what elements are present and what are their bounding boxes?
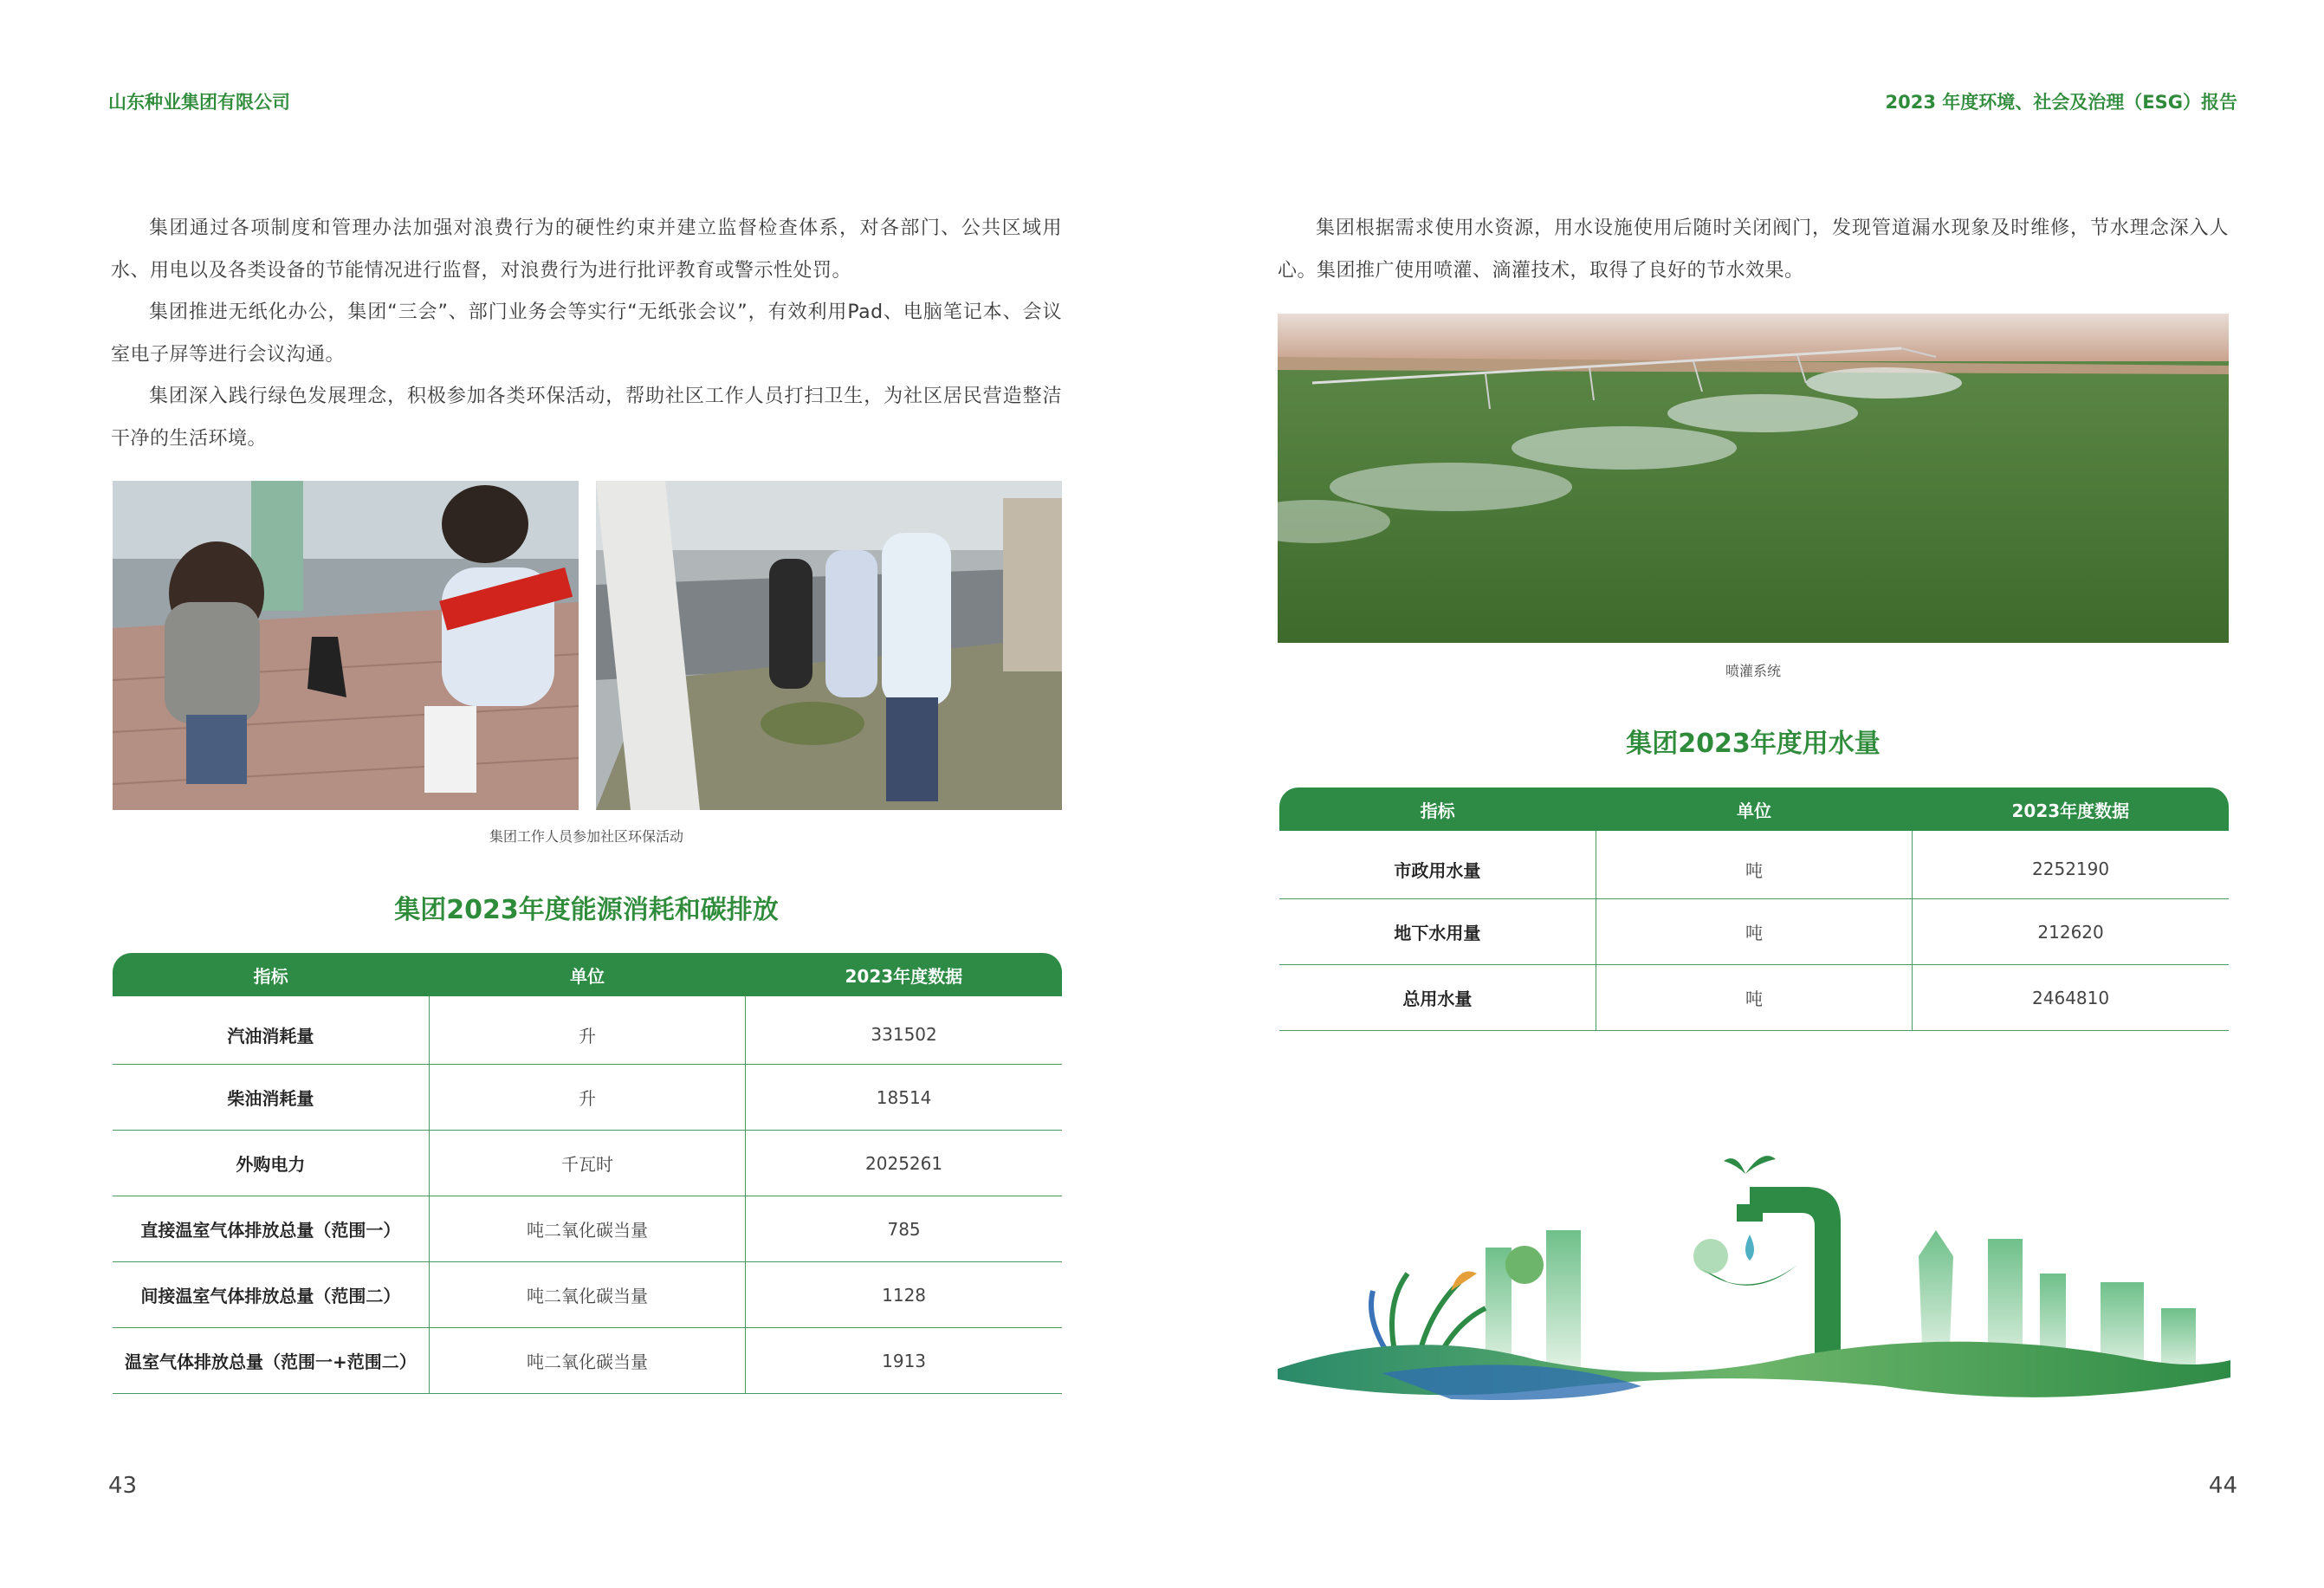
page-number-right: 44 xyxy=(2208,1473,2237,1499)
row-value: 212620 xyxy=(1913,899,2229,965)
energy-table-title: 集团2023年度能源消耗和碳排放 xyxy=(394,895,779,925)
paragraph: 集团通过各项制度和管理办法加强对浪费行为的硬性约束并建立监督检查体系，对各部门、公共区域用水、用电以及各类设备的节能情况进行监督，对浪费行为进行批评教育或警示性处罚。 xyxy=(111,217,1062,282)
row-label: 市政用水量 xyxy=(1279,831,1596,899)
green-city-illustration xyxy=(1278,1152,2230,1403)
column-header: 2023年度数据 xyxy=(746,953,1062,996)
table-row xyxy=(1279,899,2229,965)
row-label: 间接温室气体排放总量（范围二） xyxy=(113,1262,429,1328)
left-body-text xyxy=(111,208,1062,460)
row-label: 地下水用量 xyxy=(1279,899,1596,965)
table-header-row xyxy=(113,953,1062,996)
irrigation-photo xyxy=(1278,314,2229,643)
page-number-left: 43 xyxy=(108,1473,138,1499)
row-value: 18514 xyxy=(746,1065,1062,1131)
row-label: 汽油消耗量 xyxy=(113,996,429,1065)
row-unit: 吨 xyxy=(1596,965,1912,1031)
company-name: 山东种业集团有限公司 xyxy=(108,92,290,113)
row-value: 331502 xyxy=(746,996,1062,1065)
water-table-title: 集团2023年度用水量 xyxy=(1626,729,1881,759)
row-value: 2252190 xyxy=(1913,831,2229,899)
cleanup-photo-caption: 集团工作人员参加社区环保活动 xyxy=(489,828,683,845)
table-header-row xyxy=(1279,788,2229,831)
row-value: 1128 xyxy=(746,1262,1062,1328)
report-title: 2023 年度环境、社会及治理（ESG）报告 xyxy=(1885,92,2237,113)
row-value: 2025261 xyxy=(746,1131,1062,1196)
energy-table xyxy=(113,953,1062,1394)
row-label: 总用水量 xyxy=(1279,965,1596,1031)
table-row xyxy=(1279,965,2229,1031)
cleanup-photo-1 xyxy=(113,481,579,810)
column-header: 单位 xyxy=(1596,788,1912,831)
paragraph: 集团深入践行绿色发展理念，积极参加各类环保活动，帮助社区工作人员打扫卫生，为社区居民营造整洁干净的生活环境。 xyxy=(111,386,1062,450)
row-value: 785 xyxy=(746,1196,1062,1262)
right-body-text xyxy=(1278,208,2229,292)
row-unit: 千瓦时 xyxy=(429,1131,745,1196)
water-table xyxy=(1279,788,2229,1031)
row-label: 柴油消耗量 xyxy=(113,1065,429,1131)
row-value: 1913 xyxy=(746,1328,1062,1394)
table-row xyxy=(113,1328,1062,1394)
row-value: 2464810 xyxy=(1913,965,2229,1031)
row-unit: 升 xyxy=(429,1065,745,1131)
column-header: 单位 xyxy=(429,953,745,996)
column-header: 指标 xyxy=(113,953,429,996)
paragraph: 集团根据需求使用水资源，用水设施使用后随时关闭阀门，发现管道漏水现象及时维修，节水理念深入人心。集团推广使用喷灌、滴灌技术，取得了良好的节水效果。 xyxy=(1278,217,2229,282)
row-unit: 吨 xyxy=(1596,831,1912,899)
column-header: 指标 xyxy=(1279,788,1596,831)
paragraph: 集团推进无纸化办公，集团“三会”、部门业务会等实行“无纸张会议”，有效利用Pad、电脑笔记本、会议室电子屏等进行会议沟通。 xyxy=(111,301,1062,366)
cleanup-photo-2 xyxy=(596,481,1062,810)
column-header: 2023年度数据 xyxy=(1913,788,2229,831)
row-label: 外购电力 xyxy=(113,1131,429,1196)
table-row xyxy=(113,1262,1062,1328)
row-unit: 升 xyxy=(429,996,745,1065)
table-row xyxy=(113,1196,1062,1262)
row-unit: 吨二氧化碳当量 xyxy=(429,1196,745,1262)
row-unit: 吨二氧化碳当量 xyxy=(429,1328,745,1394)
row-unit: 吨 xyxy=(1596,899,1912,965)
table-row xyxy=(113,996,1062,1065)
irrigation-photo-caption: 喷灌系统 xyxy=(1725,663,1781,679)
row-label: 直接温室气体排放总量（范围一） xyxy=(113,1196,429,1262)
table-row xyxy=(1279,831,2229,899)
table-row xyxy=(113,1065,1062,1131)
row-label: 温室气体排放总量（范围一+范围二） xyxy=(113,1328,429,1394)
row-unit: 吨二氧化碳当量 xyxy=(429,1262,745,1328)
table-row xyxy=(113,1131,1062,1196)
